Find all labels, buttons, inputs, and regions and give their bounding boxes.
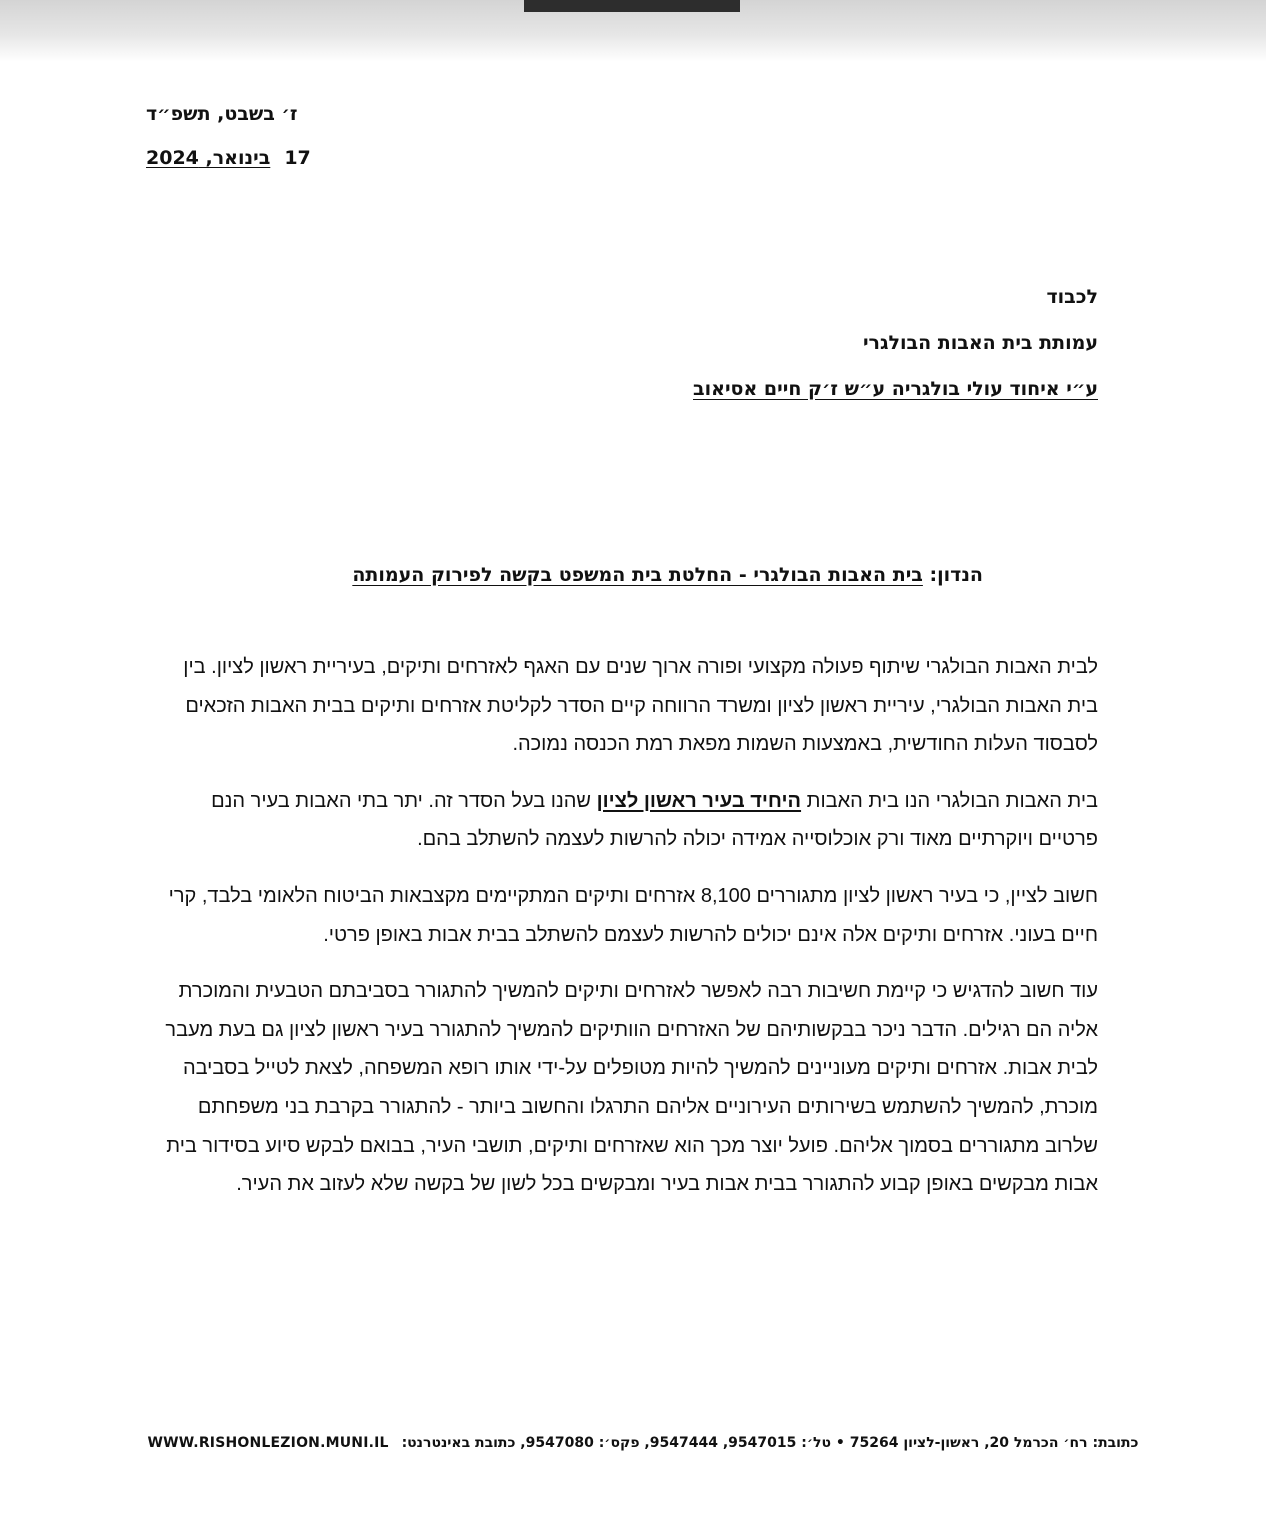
paragraph-3: חשוב לציין, כי בעיר ראשון לציון מתגוררים 8,100 אזרחים ותיקים המתקיימים מקצבאות הביטוח הלאומי בלבד, קרי חיים בעוני. אזרחים ותיקים אלה אינם יכולים להרשות לעצמם להשתלב בבית אבות באופן פרטי. bbox=[168, 884, 1098, 946]
subject-line bbox=[223, 560, 983, 590]
recipient-via: ע״י איחוד עולי בולגריה ע״ש ז׳ק חיים אסיאוב bbox=[693, 378, 1098, 400]
date-block bbox=[146, 100, 446, 188]
hebrew-date: ז׳ בשבט, תשפ״ד bbox=[146, 103, 298, 125]
salutation: לכבוד bbox=[1046, 286, 1098, 308]
paragraph-4: עוד חשוב להדגיש כי קיימת חשיבות רבה לאפשר לאזרחים ותיקים להמשיך להתגורר בסביבתם הטבעית והמוכרת אליה הם רגילים. הדבר ניכר בבקשותיהם של האזרחים הוותיקים להמשיך להתגורר בעיר ראשון לציון גם בעת מעבר לבית אבות. אזרחים ותיקים מעוניינים להמשיך להיות מטופלים על-ידי אותו רופא המשפחה, לצאת לטייל בסביבה מוכרת, להמשיך להשתמש בשירותים העירוניים אליהם התרגלו והחשוב ביותר - להתגורר בקרבת בני משפחתם שלרוב מתגוררים בסמוך אליהם. פועל יוצר מכך הוא שאזרחים ותיקים, תושבי העיר, בבואם לבקש סיוע בסידור בית אבות מבקשים באופן קבוע להתגורר בבית אבות בעיר ומבקשים בכל לשון של בקשה שלא לעזוב את העיר. bbox=[165, 980, 1098, 1196]
recipient-organization: עמותת בית האבות הבולגרי bbox=[862, 332, 1098, 354]
gregorian-day: 17 bbox=[284, 147, 311, 169]
subject-label: הנדון: bbox=[929, 564, 983, 586]
gregorian-date bbox=[146, 144, 446, 172]
letter-body bbox=[152, 648, 1098, 1222]
letterhead-footer bbox=[110, 1432, 1176, 1454]
paragraph-2-end: שהנו בעל הסדר זה. יתר בתי האבות בעיר הנם פרטיים ויוקרתיים מאוד ורק אוכלוסייה אמידה יכולה להרשות לעצמה להשתלב בהם. bbox=[211, 789, 1098, 851]
recipient-block bbox=[398, 282, 1098, 420]
subject-text: בית האבות הבולגרי - החלטת בית המשפט בקשה לפירוק העמותה bbox=[352, 564, 923, 586]
paragraph-1: לבית האבות הבולגרי שיתוף פעולה מקצועי ופורה ארוך שנים עם האגף לאזרחים ותיקים, בעיריית ראשון לציון. בין בית האבות הבולגרי, עיריית ראשון לציון ומשרד הרווחה קיים הסדר לקליטת אזרחים ותיקים בבית האבות הזכאים לסבסוד העלות החודשית, באמצעות השמות מפאת רמת הכנסה נמוכה. bbox=[183, 656, 1098, 756]
gregorian-month-year: בינואר, 2024 bbox=[146, 147, 271, 169]
paragraph-2 bbox=[152, 782, 1098, 859]
paragraph-2-emphasis: היחיד בעיר ראשון לציון bbox=[596, 789, 802, 812]
footer-address: כתובת: רח׳ הכרמל 20, ראשון-לציון 75264 • טל׳: 9547015, 9547444, פקס׳: 9547080, כתובת באינטרנט: bbox=[401, 1435, 1139, 1451]
footer-website: WWW.RISHONLEZION.MUNI.IL bbox=[147, 1435, 389, 1451]
paragraph-2-start: בית האבות הבולגרי הנו בית האבות bbox=[801, 789, 1098, 812]
